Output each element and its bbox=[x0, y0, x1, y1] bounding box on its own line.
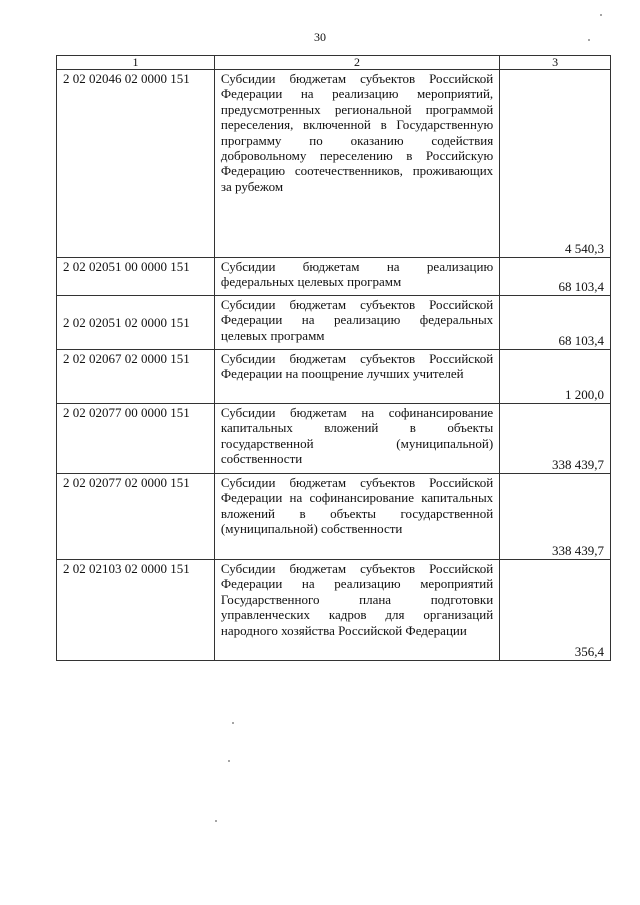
scan-speck bbox=[215, 820, 217, 822]
table-row bbox=[57, 350, 611, 404]
description: Субсидии бюджетам субъектов Российской Федерации на реализацию мероприятий Государственного плана подготовки управленческих кадров для организаций народного хозяйства Российской Федерации bbox=[214, 560, 499, 661]
budget-code: 2 02 02067 02 0000 151 bbox=[57, 350, 215, 404]
amount: 68 103,4 bbox=[500, 296, 611, 350]
table-row bbox=[57, 404, 611, 474]
budget-code: 2 02 02077 00 0000 151 bbox=[57, 404, 215, 474]
description: Субсидии бюджетам субъектов Российской Федерации на поощрение лучших учителей bbox=[214, 350, 499, 404]
description: Субсидии бюджетам субъектов Российской Федерации на реализацию федеральных целевых программ bbox=[214, 296, 499, 350]
page-number: 30 bbox=[314, 30, 326, 44]
table-row bbox=[57, 560, 611, 661]
amount: 356,4 bbox=[500, 560, 611, 661]
budget-code: 2 02 02051 00 0000 151 bbox=[57, 258, 215, 296]
scan-speck bbox=[232, 722, 234, 724]
description: Субсидии бюджетам субъектов Российской Федерации на софинансирование капитальных вложений в объекты государственной (муниципальной) собственности bbox=[214, 474, 499, 560]
table-row bbox=[57, 474, 611, 560]
table-row bbox=[57, 70, 611, 258]
amount: 338 439,7 bbox=[500, 404, 611, 474]
budget-code: 2 02 02046 02 0000 151 bbox=[57, 70, 215, 258]
budget-code: 2 02 02103 02 0000 151 bbox=[57, 560, 215, 661]
header-row bbox=[57, 56, 611, 70]
amount: 68 103,4 bbox=[500, 258, 611, 296]
description: Субсидии бюджетам на софинансирование капитальных вложений в объекты государственной (муниципальной) собственности bbox=[214, 404, 499, 474]
budget-code: 2 02 02077 02 0000 151 bbox=[57, 474, 215, 560]
amount: 338 439,7 bbox=[500, 474, 611, 560]
scan-speck bbox=[228, 760, 230, 762]
amount: 4 540,3 bbox=[500, 70, 611, 258]
scan-speck bbox=[588, 39, 590, 41]
scan-speck bbox=[600, 14, 602, 16]
table-row bbox=[57, 258, 611, 296]
budget-code: 2 02 02051 02 0000 151 bbox=[57, 296, 215, 350]
table-row bbox=[57, 296, 611, 350]
budget-table bbox=[56, 55, 611, 661]
column-header-1: 1 bbox=[57, 56, 215, 70]
column-header-3: 3 bbox=[500, 56, 611, 70]
column-header-2: 2 bbox=[214, 56, 499, 70]
description: Субсидии бюджетам субъектов Российской Федерации на реализацию мероприятий, предусмотренных региональной программой переселения, включенной в Государственную программу по оказанию содействия добровольному переселению в Российскую Федерацию соотечественников, проживающих за рубежом bbox=[214, 70, 499, 258]
description: Субсидии бюджетам на реализацию федеральных целевых программ bbox=[214, 258, 499, 296]
amount: 1 200,0 bbox=[500, 350, 611, 404]
